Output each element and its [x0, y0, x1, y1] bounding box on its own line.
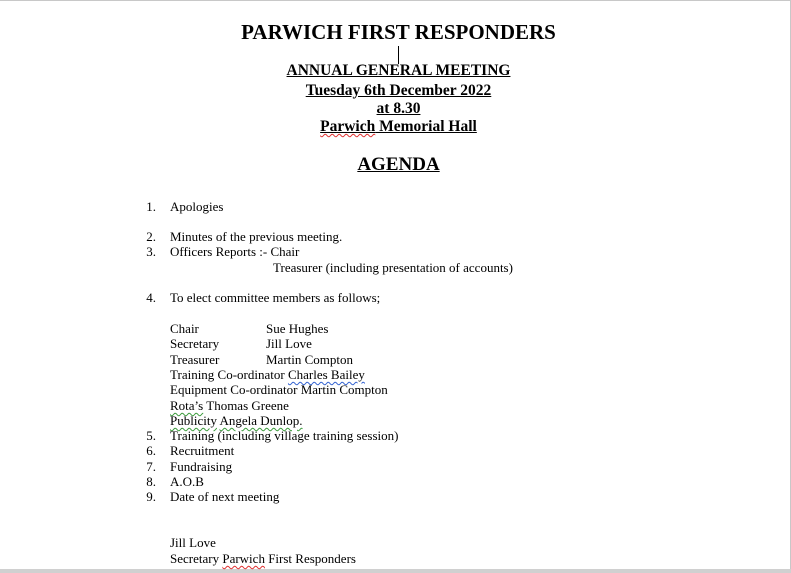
item-number: 6. [146, 443, 156, 458]
committee-role: Training Co-ordinator [170, 367, 285, 382]
venue-rest: Memorial Hall [375, 118, 477, 135]
meeting-date: Tuesday 6th December 2022 [305, 82, 492, 99]
agenda-heading: AGENDA [357, 154, 440, 175]
committee-name: Martin Compton [266, 352, 354, 367]
agenda-item: Training (including village training session) [170, 428, 399, 443]
item-number: 4. [146, 290, 156, 305]
committee-row [170, 382, 388, 398]
meeting-time: at 8.30 [376, 100, 421, 117]
committee-role: Rota’s [170, 398, 204, 413]
agenda-item: A.O.B [170, 474, 204, 489]
committee-name: Angela Dunlop. [219, 413, 303, 428]
agenda-item: Minutes of the previous meeting. [170, 229, 343, 244]
agenda-item: Date of next meeting [170, 489, 280, 504]
committee-name: Jill Love [266, 336, 312, 351]
agenda-item: Recruitment [170, 443, 235, 458]
item-number: 8. [146, 474, 156, 489]
item-number: 2. [146, 229, 156, 244]
committee-role: Publicity [170, 413, 217, 428]
agenda-item: To elect committee members as follows; [170, 290, 381, 305]
window-border-bottom [0, 569, 791, 573]
venue-word: Parwich [320, 118, 376, 135]
item-number: 9. [146, 489, 156, 504]
committee-role: Chair [170, 321, 199, 336]
item-number: 1. [146, 199, 156, 214]
committee-name: Thomas Greene [206, 398, 289, 413]
committee-name: Charles Bailey [287, 367, 365, 382]
meeting-venue [0, 118, 791, 136]
committee-role: Equipment Co-ordinator [170, 382, 298, 397]
meeting-heading: ANNUAL GENERAL MEETING [286, 62, 511, 79]
agenda-item: Officers Reports :- Chair [170, 244, 300, 259]
item-number: 3. [146, 244, 156, 259]
item-number: 7. [146, 459, 156, 474]
signature-role: Secretary Parwich First Responders [170, 551, 356, 566]
committee-role: Secretary [170, 336, 220, 351]
org-word: Parwich [222, 551, 265, 566]
item-number: 5. [146, 428, 156, 443]
committee-row [170, 367, 365, 383]
document-title: PARWICH FIRST RESPONDERS [241, 20, 556, 44]
agenda-item: Fundraising [170, 459, 233, 474]
committee-name: Martin Compton [300, 382, 388, 397]
committee-role: Treasurer [170, 352, 220, 367]
committee-row [170, 398, 289, 414]
committee-row [170, 413, 303, 429]
agenda-subitem: Treasurer (including presentation of accounts) [273, 260, 513, 275]
committee-name: Sue Hughes [266, 321, 329, 336]
agenda-item: Apologies [170, 199, 224, 214]
signature-name: Jill Love [170, 535, 216, 550]
window-border-top [0, 0, 791, 1]
